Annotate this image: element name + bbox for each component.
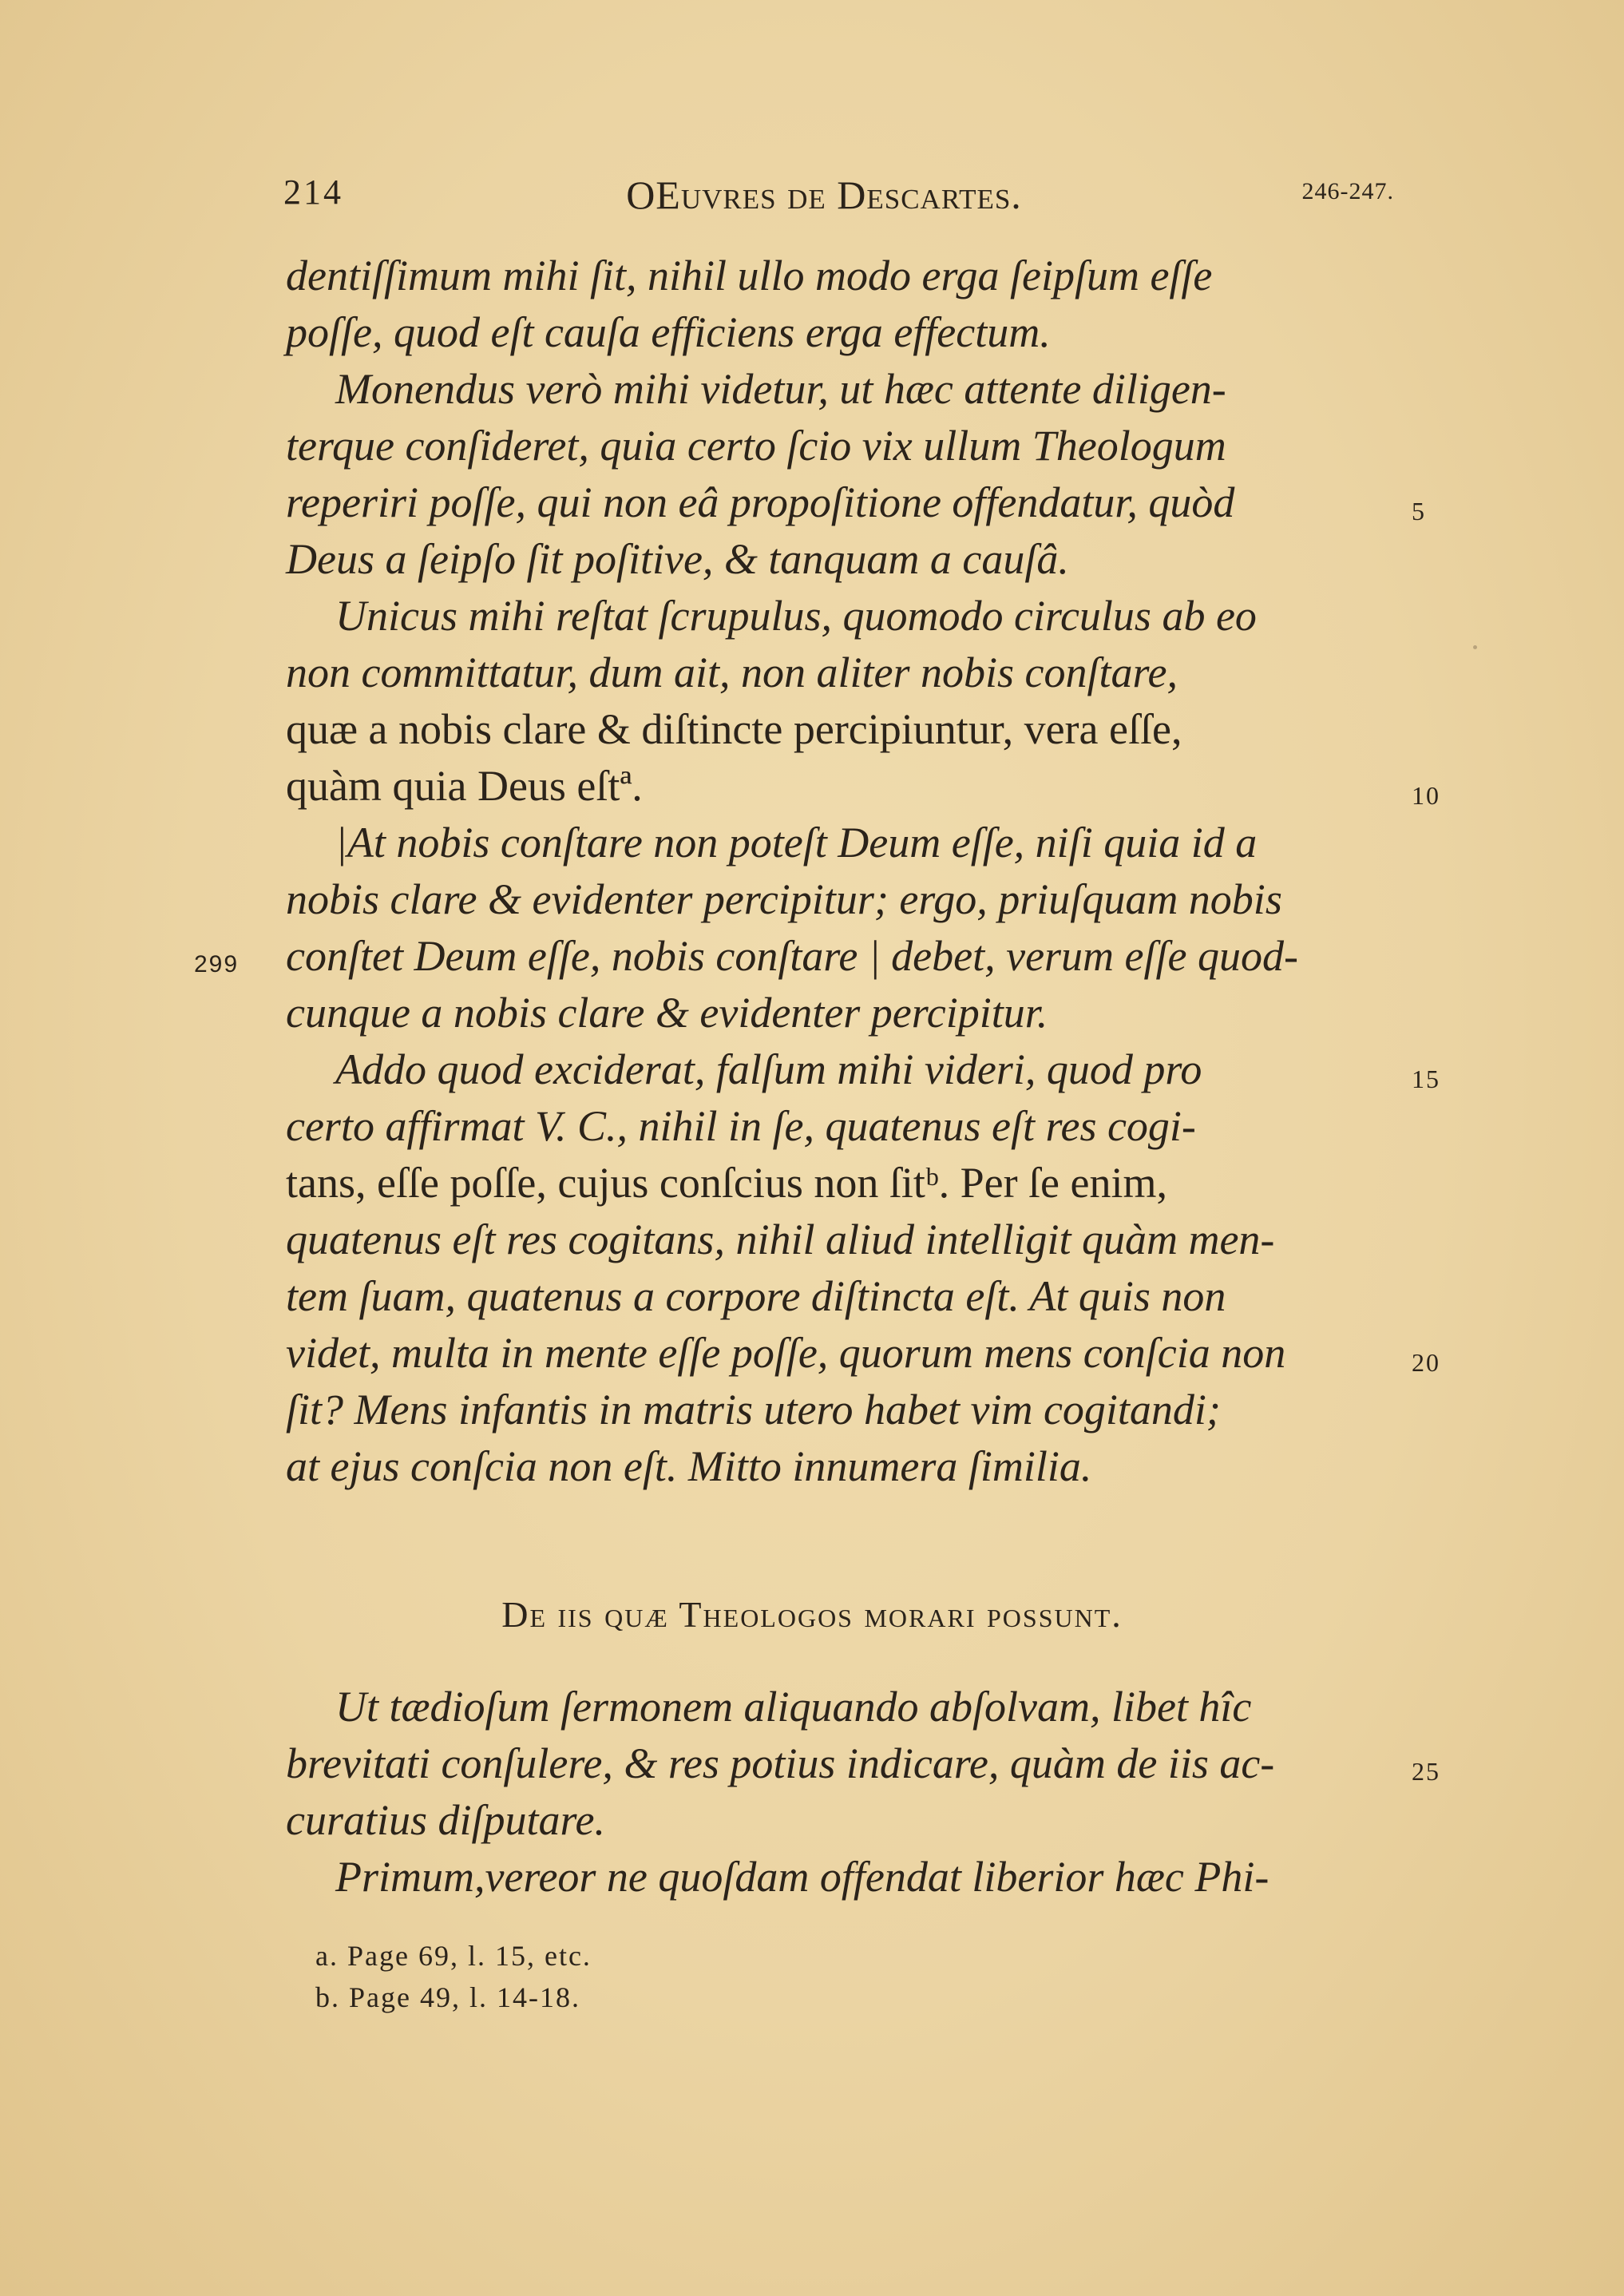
text-line: quatenus eſt res cogitans, nihil aliud intelligit quàm men- [286, 1215, 1275, 1263]
text-line: curatius diſputare. [286, 1796, 605, 1844]
text-line: Primum,vereor ne quoſdam offendat liberior hæc Phi- [335, 1853, 1269, 1901]
text-line: tem ſuam, quatenus a corpore diſtincta eſt. At quis non [286, 1272, 1226, 1320]
text-line: reperiri poſſe, qui non eâ propoſitione offendatur, quòd [286, 478, 1235, 526]
text-line: quàm quia Deus eſtª. [286, 762, 643, 810]
line-number: 5 [1412, 497, 1426, 525]
line-number: 25 [1412, 1757, 1440, 1786]
line-number: 20 [1412, 1348, 1440, 1377]
text-line: non committatur, dum ait, non aliter nobis conſtare, [286, 648, 1178, 696]
text-line: certo affirmat V. C., nihil in ſe, quatenus eſt res cogi- [286, 1102, 1196, 1150]
text-line: ſit? Mens infantis in matris utero habet vim cogitandi; [286, 1386, 1221, 1434]
text-line: Monendus verò mihi videtur, ut hæc attente diligen- [335, 365, 1226, 413]
text-line: cunque a nobis clare & evidenter percipitur. [286, 989, 1048, 1037]
text-line: conſtet Deum eſſe, nobis conſtare | debet, verum eſſe quod- [286, 932, 1298, 980]
text-line: Ut tædioſum ſermonem aliquando abſolvam, libet hîc [335, 1683, 1252, 1731]
text-line: brevitati conſulere, & res potius indicare, quàm de iis ac- [286, 1739, 1275, 1787]
page-reference: 246-247. [1301, 178, 1394, 204]
page-number: 214 [283, 172, 343, 212]
text-line: terque conſideret, quia certo ſcio vix ullum Theologum [286, 422, 1226, 470]
running-title: OEuvres de Descartes. [626, 172, 1022, 217]
text-line: Unicus mihi reſtat ſcrupulus, quomodo circulus ab eo [335, 592, 1257, 640]
text-line: dentiſſimum mihi ſit, nihil ullo modo erga ſeipſum eſſe [286, 252, 1213, 299]
text-line: videt, multa in mente eſſe poſſe, quorum mens conſcia non [286, 1329, 1286, 1377]
text-line: poſſe, quod eſt cauſa efficiens erga effectum. [286, 308, 1051, 356]
running-header [283, 172, 1394, 228]
paper-speck [1473, 645, 1477, 649]
text-line: tans, eſſe poſſe, cujus conſcius non ſitᵇ. Per ſe enim, [286, 1159, 1167, 1207]
footnote: a. Page 69, l. 15, etc. [315, 1940, 592, 1972]
margin-page-reference: 299 [194, 951, 240, 977]
text-line: Addo quod exciderat, falſum mihi videri, quod pro [335, 1045, 1202, 1093]
footnote: b. Page 49, l. 14-18. [315, 1981, 580, 2013]
text-line: Deus a ſeipſo ſit poſitive, & tanquam a cauſâ. [286, 535, 1069, 583]
text-line: nobis clare & evidenter percipitur; ergo, priuſquam nobis [286, 875, 1282, 923]
line-number: 10 [1412, 781, 1440, 810]
text-line: |At nobis conſtare non poteſt Deum eſſe, niſi quia id a [335, 819, 1258, 866]
text-line: at ejus conſcia non eſt. Mitto innumera ſimilia. [286, 1442, 1092, 1490]
line-number: 15 [1412, 1065, 1440, 1093]
text-line: quæ a nobis clare & diſtincte percipiuntur, vera eſſe, [286, 705, 1182, 753]
section-heading: De iis quæ Theologos morari possunt. [501, 1594, 1123, 1635]
